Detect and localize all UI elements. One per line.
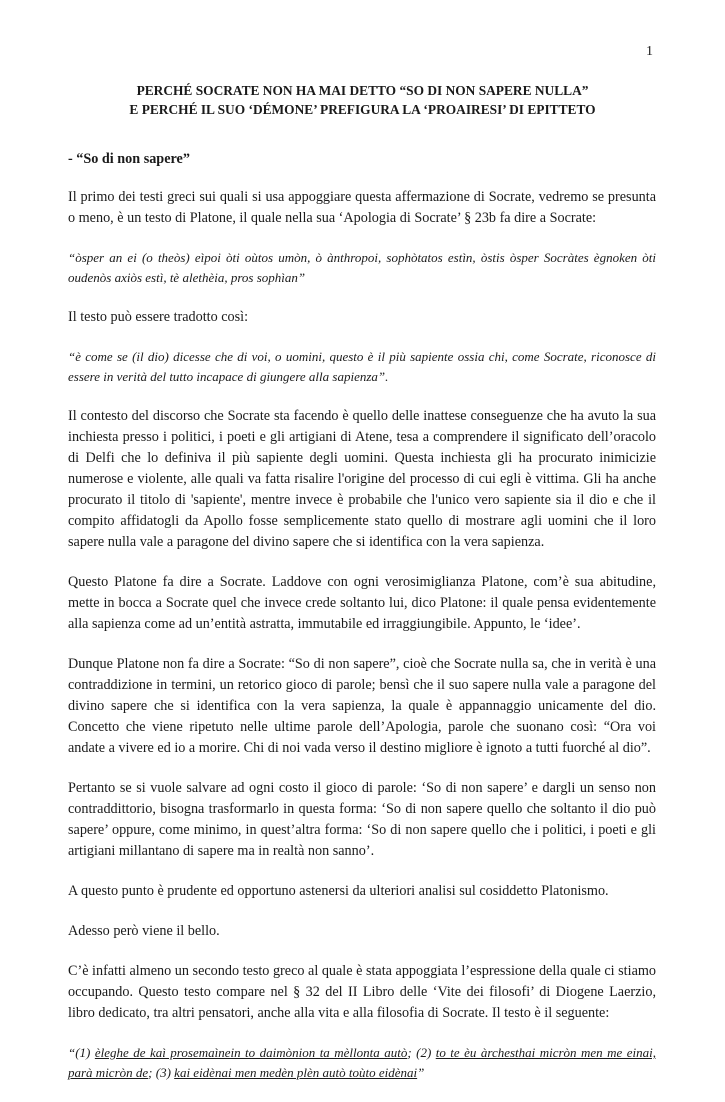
paragraph-therefore-plato: Dunque Platone non fa dire a Socrate: “So di non sapere”, cioè che Socrate nulla sa, che in verità è una contraddizione in termini, un retorico gioco di parole; bensì che il suo sapere nulla vale a paragone del divino sapere che si identifica con la vera sapienza, la quale è appannaggio unicamente del dio. Concetto che viene ripetuto nelle ultime parole dell’Apologia, parole che suonano così: “Ora voi andate a vivere ed io a morire. Chi di noi vada verso il destino migliore è ignoto a tutti fuorché al dio”.: [68, 656, 656, 756]
greek-quote-apology: “òsper an ei (o theòs) eìpoi òti oùtos umòn, ò ànthropoi, sophòtatos estìn, òstis òsper Socràtes ègnoken òti oudenòs axiòs estì, tè alethèia, pros sophìan”: [68, 250, 656, 285]
paragraph-diogenes: C’è infatti almeno un secondo testo greco al quale è stata appoggiata l’espressione della quale ci stiamo occupando. Questo testo compare nel § 32 del II Libro delle ‘Vite dei filosofi’ di Diogene Laerzio, libro dedicato, tra altri pensatori, anche alla vita e alla filosofia di Socrate. Il testo è il seguente:: [68, 963, 656, 1021]
title-line-1: PERCHÉ SOCRATE NON HA MAI DETTO “SO DI NON SAPERE NULLA”: [136, 83, 589, 98]
quote-separator-1: ; (2): [407, 1045, 436, 1060]
paragraph-now: Adesso però viene il bello.: [68, 923, 220, 939]
translation-quote: “è come se (il dio) dicesse che di voi, o uomini, questo è il più sapiente ossia chi, come Socrate, riconosce di essere in verità del tutto incapace di giungere alla sapienza”.: [68, 349, 656, 384]
paragraph-platonism: A questo punto è prudente ed opportuno astenersi da ulteriori analisi sul cosiddetto Platonismo.: [68, 883, 609, 899]
quote-segment-1: èleghe de kaì prosemaìnein to daimònion ta mèllonta autò: [94, 1045, 408, 1060]
greek-quote-diogenes: [68, 1043, 656, 1083]
quote-segment-2: to te èu àrchesthai micròn men me einai, parà micròn de: [68, 1045, 656, 1080]
page-title: [60, 81, 665, 119]
quote-separator-2: ; (3): [148, 1065, 175, 1080]
paragraph-intro: Il primo dei testi greci sui quali si usa appoggiare questa affermazione di Socrate, vedremo se presunta o meno, è un testo di Platone, il quale nella sua ‘Apologia di Socrate’ § 23b fa dire a Socrate:: [68, 189, 656, 226]
quote-segment-3: kai eidènai men medèn plèn autò toùto eidènai: [174, 1065, 418, 1080]
quote-open: “(1): [68, 1045, 95, 1060]
title-line-2: E PERCHÉ IL SUO ‘DÉMONE’ PREFIGURA LA ‘PROAIRESI’ DI EPITTETO: [129, 102, 596, 117]
paragraph-wordplay: Pertanto se si vuole salvare ad ogni costo il gioco di parole: ‘So di non sapere’ e dargli un senso non contraddittorio, bisogna trasformarlo in questa forma: ‘So di non sapere quello che soltanto il dio può sapere’ oppure, come minimo, in quest’altra forma: ‘So di non sapere quello che i politici, i poeti e gli artigiani millantano di sapere ma in realtà non sanno’.: [68, 780, 656, 859]
page-number: 1: [646, 44, 653, 59]
document-body: [68, 149, 656, 1102]
paragraph-context: Il contesto del discorso che Socrate sta facendo è quello delle inattese conseguenze che ha avuto la sua inchiesta presso i politici, i poeti e gli artigiani di Atene, tesa a comprendere il significato dell’oracolo di Delfi che lo definiva il più sapiente degli uomini. Questa inchiesta gli ha procurato inimicizie numerose e violente, alle quali va fatta risalire l'origine del processo di cui egli è vittima. Gli ha anche procurato il titolo di 'sapiente', mentre invece è probabile che l'unico vero sapiente sia il dio e che il compito affidatogli da Apollo fosse semplicemente stato quello di mostrare agli uomini che il loro sapere nulla vale a paragone del divino sapere che si identifica con la vera sapienza.: [68, 408, 656, 550]
paragraph-translation-intro: Il testo può essere tradotto così:: [68, 309, 249, 325]
quote-close: ”: [417, 1065, 425, 1080]
section-heading: - “So di non sapere”: [68, 151, 190, 167]
paragraph-plato: Questo Platone fa dire a Socrate. Laddove con ogni verosimiglianza Platone, com’è sua abitudine, mette in bocca a Socrate quel che invece crede soltanto lui, dico Platone: il quale pensa evidentemente alla sapienza come ad un’entità astratta, immutabile ed irraggiungibile. Appunto, le ‘idee’.: [68, 574, 656, 632]
